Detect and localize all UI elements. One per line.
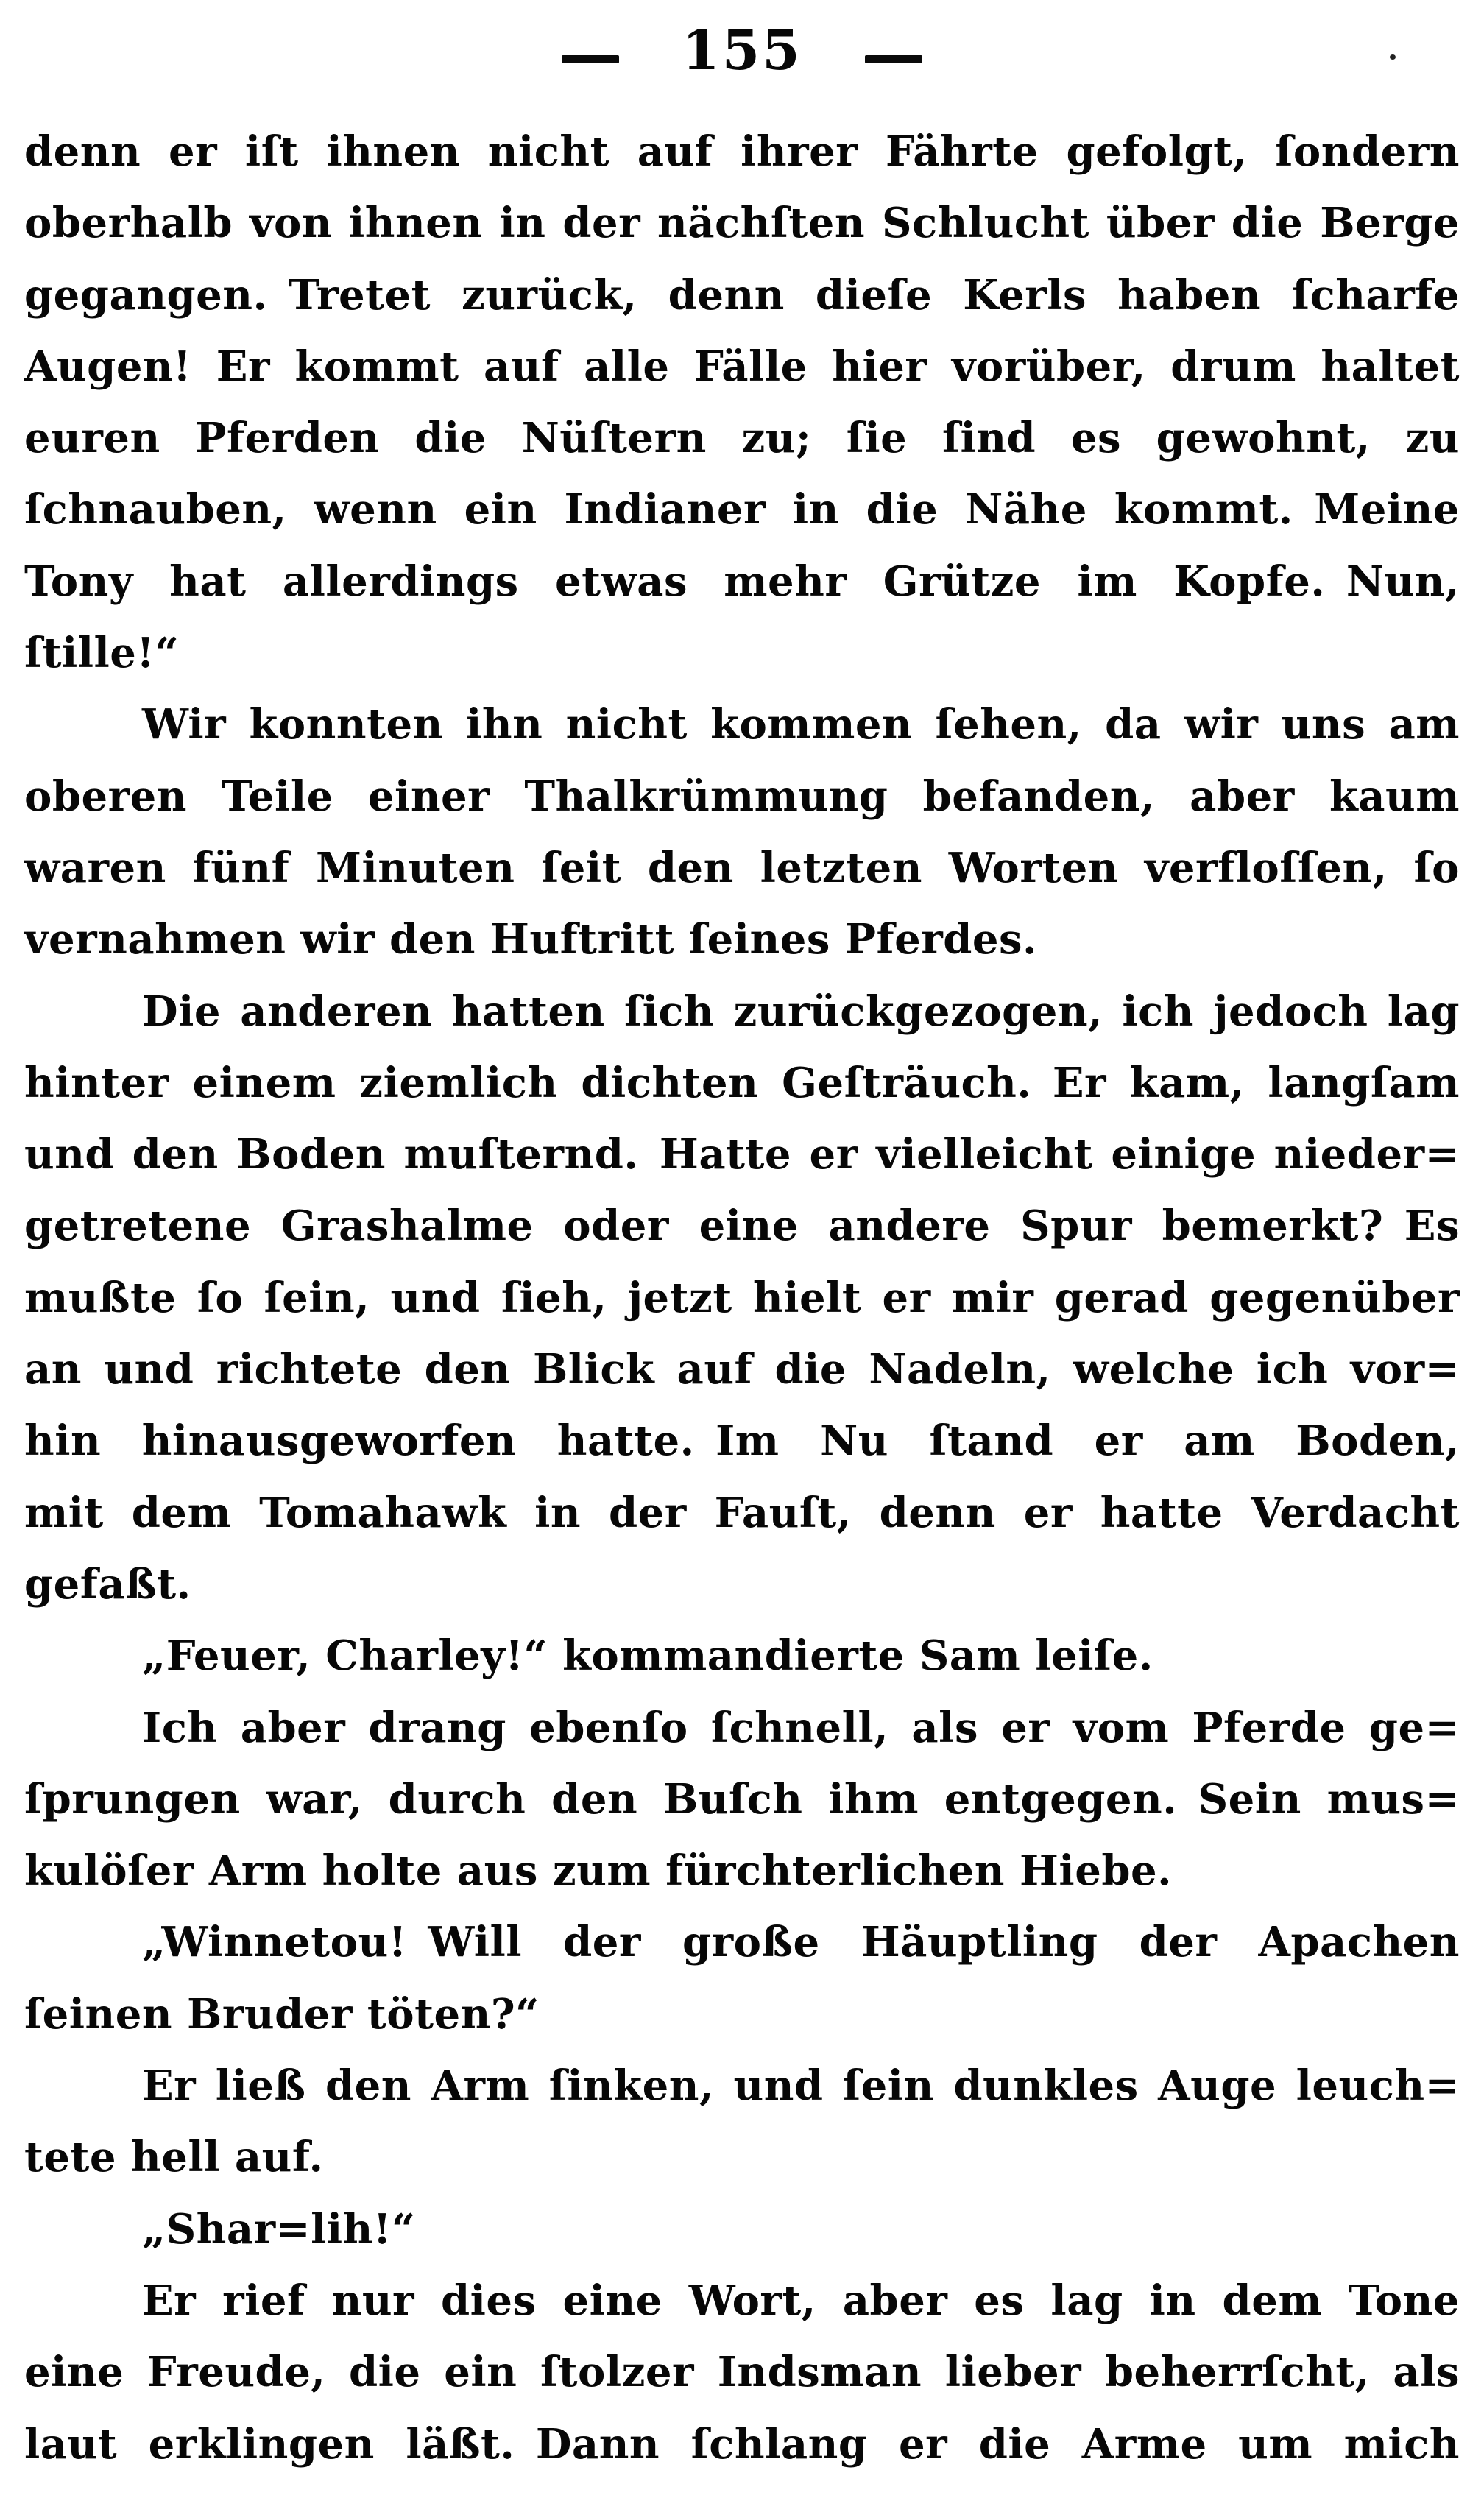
text-line paragraph-start: Wir konnten ihn nicht kommen ſehen, da wir uns am [142,700,1460,749]
page-number: 155 [682,19,802,82]
text-line: und den Boden muſternd. Hatte er vielleicht einige nieder= [24,1130,1460,1179]
text-line paragraph-start: Er ließ den Arm ſinken, und ſein dunkles Auge leuch= [142,2061,1460,2111]
text-line: waren fünf Minuten ſeit den letzten Worten verfloſſen, ſo [24,843,1460,892]
text-line paragraph-end: tete hell auf. [24,2133,324,2182]
text-line: hinter einem ziemlich dichten Geſträuch. Er kam, langſam [24,1058,1460,1107]
text-line: denn er iſt ihnen nicht auf ihrer Fährte gefolgt, ſondern [24,127,1460,176]
text-line paragraph-single: „Shar=lih!“ [142,2204,416,2254]
text-line paragraph-start: Die anderen hatten ſich zurückgezogen, ich jedoch lag [142,987,1460,1036]
text-line paragraph-end: kulöſer Arm holte aus zum fürchterlichen Hiebe. [24,1846,1173,1896]
text-line: an und richtete den Blick auf die Nadeln, welche ich vor= [24,1345,1460,1394]
ink-speck [1390,54,1396,60]
text-line: eine Freude, die ein ſtolzer Indsman lieber beherrſcht, als [24,2348,1460,2397]
text-line: gegangen. Tretet zurück, denn dieſe Kerls haben ſcharfe [24,270,1460,320]
header-dash-right [865,55,922,63]
text-line paragraph-single: „Feuer, Charley!“ kommandierte Sam leiſe. [142,1631,1153,1681]
text-line: mit dem Tomahawk in der Fauſt, denn er hatte Verdacht [24,1488,1460,1537]
text-line: hin hinausgeworfen hatte. Im Nu ſtand er am Boden, [24,1416,1460,1466]
text-line paragraph-end: ſeinen Bruder töten?“ [24,1989,540,2039]
text-line: Tony hat allerdings etwas mehr Grütze im Kopfe. Nun, [24,557,1460,606]
text-line: oberen Teile einer Thalkrümmung befanden, aber kaum [24,772,1460,821]
text-line: mußte ſo ſein, und ſieh, jetzt hielt er mir gerad gegenüber [24,1273,1460,1322]
header-dash-left [562,55,619,63]
text-line: oberhalb von ihnen in der nächſten Schlucht über die Berge [24,199,1460,248]
text-line: laut erklingen läßt. Dann ſchlang er die Arme um mich [24,2419,1460,2469]
text-line paragraph-start: „Winnetou! Will der große Häuptling der Apachen [142,1918,1460,1967]
text-line: euren Pferden die Nüſtern zu; ſie ſind es gewohnt, zu [24,414,1460,463]
text-line: ſchnauben, wenn ein Indianer in die Nähe kommt. Meine [24,485,1460,534]
text-line: Augen! Er kommt auf alle Fälle hier vorüber, drum haltet [24,342,1460,391]
text-line paragraph-end: ſtille!“ [24,629,180,678]
text-line paragraph-start: Er rief nur dies eine Wort, aber es lag in dem Tone [142,2276,1460,2325]
text-line paragraph-end: gefaßt. [24,1559,191,1609]
text-block [24,116,1460,2480]
text-line paragraph-end: vernahmen wir den Huftritt ſeines Pferdes. [24,915,1038,964]
page-header [0,10,1484,91]
text-line paragraph-start: Ich aber drang ebenſo ſchnell, als er vom Pferde ge= [142,1703,1460,1752]
text-line: getretene Grashalme oder eine andere Spur bemerkt? Es [24,1202,1460,1251]
text-line: ſprungen war, durch den Buſch ihm entgegen. Sein mus= [24,1774,1460,1824]
